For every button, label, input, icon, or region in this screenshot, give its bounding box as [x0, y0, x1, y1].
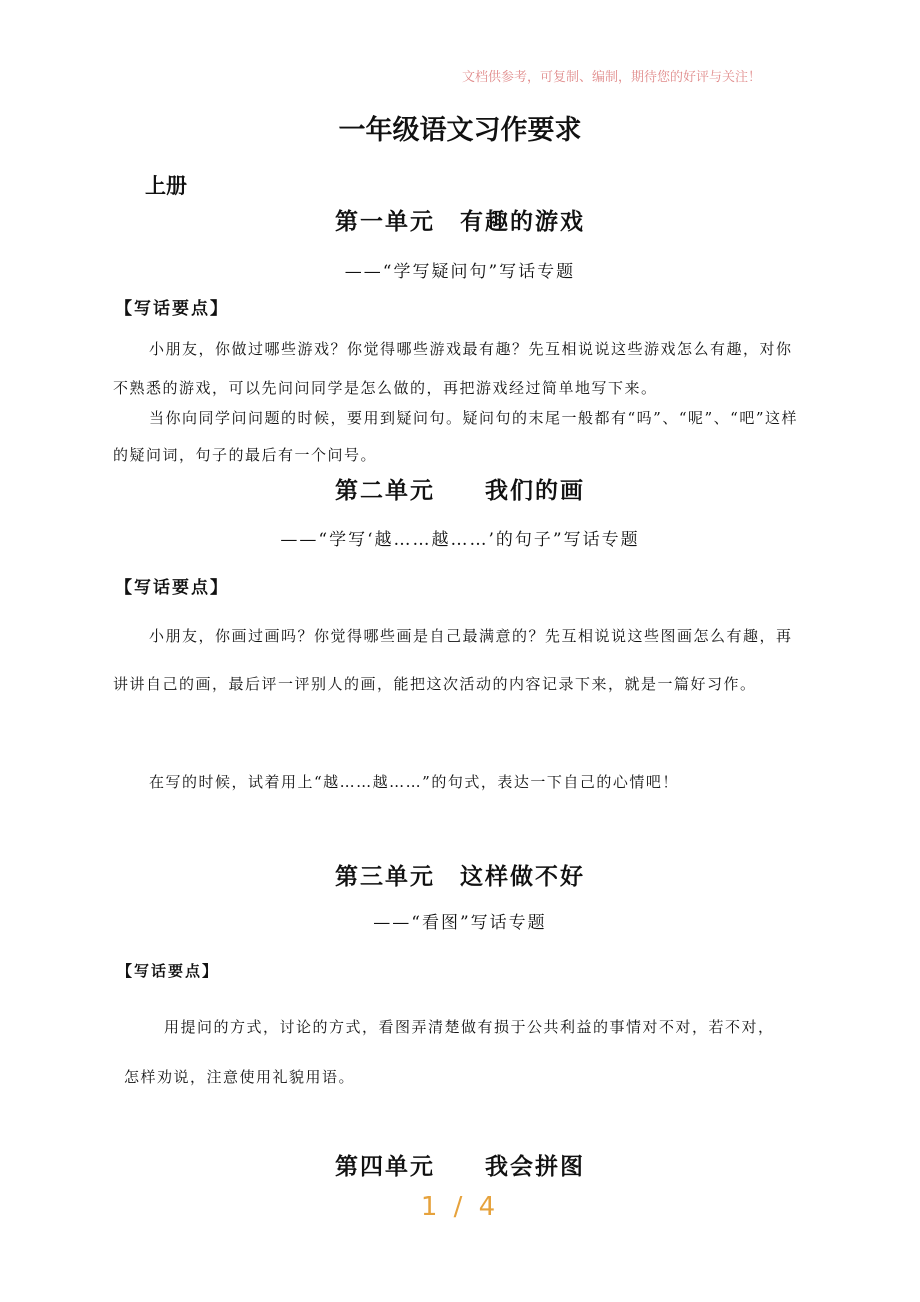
unit-1-paragraph-1: 小朋友，你做过哪些游戏？你觉得哪些游戏最有趣？先互相说说这些游戏怎么有趣，对你不熟悉的游戏，可以先问问同学是怎么做的，再把游戏经过简单地写下来。 [113, 340, 793, 397]
unit-3-key-points-label: 【写话要点】 [117, 962, 220, 980]
unit-2-paragraph-1: 小朋友，你画过画吗？你觉得哪些画是自己最满意的？先互相说说这些图画怎么有趣，再讲讲自己的画，最后评一评别人的画，能把这次活动的内容记录下来，就是一篇好习作。 [113, 627, 793, 693]
volume-label: 上册 [145, 173, 187, 198]
unit-2-heading: 第二单元 我们的画 [335, 477, 585, 504]
unit-1-subtitle: ——“学写疑问句”写话专题 [344, 262, 576, 282]
unit-2-key-points-label: 【写话要点】 [115, 578, 229, 598]
unit-1-heading: 第一单元 有趣的游戏 [335, 208, 585, 235]
page-indicator: 1 / 4 [420, 1192, 500, 1222]
unit-3-heading: 第三单元 这样做不好 [335, 863, 585, 890]
unit-1-paragraph-2: 当你向同学问问题的时候，要用到疑问句。疑问句的末尾一般都有“吗”、“呢”、“吧”这样的疑问词，句子的最后有一个问号。 [113, 409, 799, 464]
watermark-text: 文档供参考，可复制、编制，期待您的好评与关注！ [462, 70, 762, 85]
unit-3-subtitle: ——“看图”写话专题 [373, 913, 547, 933]
unit-1-key-points-label: 【写话要点】 [115, 299, 229, 319]
unit-4-heading: 第四单元 我会拼图 [335, 1153, 585, 1180]
unit-2-subtitle: ——“学写‘越……越……’的句子”写话专题 [280, 530, 640, 550]
page-title: 一年级语文习作要求 [338, 115, 582, 146]
unit-2-paragraph-2: 在写的时候，试着用上“越……越……”的句式，表达一下自己的心情吧！ [149, 773, 679, 791]
unit-3-paragraph-1: 用提问的方式，讨论的方式，看图弄清楚做有损于公共利益的事情对不对，若不对，怎样劝说，注意使用礼貌用语。 [124, 1018, 775, 1086]
